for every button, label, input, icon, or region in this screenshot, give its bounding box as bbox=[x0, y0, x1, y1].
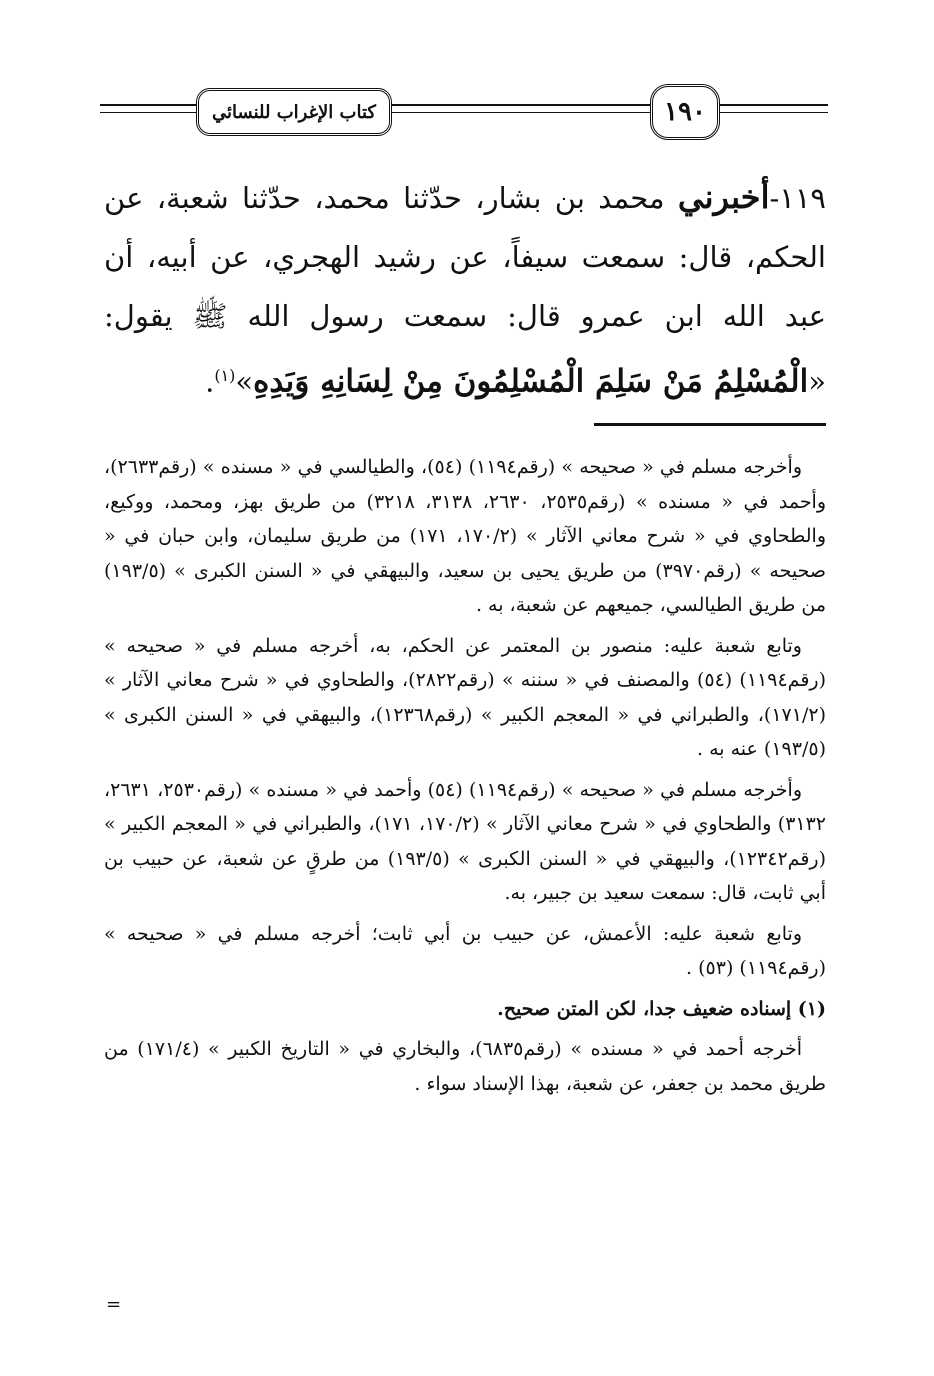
note-paragraph: أخرجه أحمد في « مسنده » (رقم٦٨٣٥)، والبخاري في « التاريخ الكبير » (١٧١/٤) من طريق محمد بن جعفر، عن شعبة، بهذا الإسناد سواء . bbox=[104, 1038, 826, 1095]
footnote-verdict: إسناده ضعيف جدا، لكن المتن صحيح. bbox=[497, 997, 792, 1020]
matn: الْمُسْلِمُ مَنْ سَلِمَ الْمُسْلِمُونَ مِنْ لِسَانِهِ وَيَدِهِ bbox=[253, 363, 809, 400]
book-title: كتاب الإغراب للنسائي bbox=[196, 88, 392, 136]
header-rule-middle-lower bbox=[386, 112, 650, 113]
footnote-reference: (١) bbox=[214, 366, 236, 385]
opening-word: أخبرني bbox=[677, 178, 770, 216]
footnote-heading bbox=[104, 992, 826, 1027]
page-number: ١٩٠ bbox=[650, 84, 720, 140]
header-rule-right-lower bbox=[714, 112, 828, 113]
note-paragraph: وتابع شعبة عليه: الأعمش، عن حبيب بن أبي ثابت؛ أخرجه مسلم في « صحيحه » (رقم١١٩٤) (٥٣) . bbox=[104, 922, 826, 979]
continuation-mark: = bbox=[106, 1294, 122, 1315]
footnote-separator bbox=[594, 423, 826, 426]
header-rule-left bbox=[100, 104, 196, 106]
closing-quote: » bbox=[235, 364, 254, 399]
takhrij-notes bbox=[104, 450, 826, 1107]
header-rule-middle bbox=[386, 104, 650, 106]
header-rule-left-lower bbox=[100, 112, 196, 113]
hadith-number: ١١٩- bbox=[769, 181, 826, 215]
header-rule-right bbox=[714, 104, 828, 106]
note-paragraph: وأخرجه مسلم في « صحيحه » (رقم١١٩٤) (٥٤)، والطيالسي في « مسنده » (رقم٢٦٣٣)، وأحمد في « مسنده » (رقم٢٥٣٥، ٢٦٣٠، ٣١٣٨، ٣٢١٨) من طريق بهز، ومحمد، ووكيع، والطحاوي في « شرح معاني الآثار » (١٧٠/٢، ١٧١) من طريق سليمان، وابن حبان في « صحيحه » (رقم٣٩٧٠) من طريق يحيى بن سعيد، والبيهقي في « السنن الكبرى » (١٩٣/٥) من طريق الطيالسي، جميعهم عن شعبة، به . bbox=[104, 456, 827, 616]
footnote-label: (١) bbox=[797, 997, 826, 1020]
final-period: . bbox=[205, 364, 215, 399]
isnad: محمد بن بشار، حدّثنا محمد، حدّثنا شعبة، عن الحكم، قال: سمعت سيفاً، عن رشيد الهجري، عن أبيه، أن عبد الله ابن عمرو قال: سمعت رسول الله ﷺ يقول: « bbox=[104, 181, 826, 399]
hadith-text bbox=[104, 168, 826, 412]
note-paragraph: وأخرجه مسلم في « صحيحه » (رقم١١٩٤) (٥٤) وأحمد في « مسنده » (رقم٢٥٣٠، ٢٦٣١، ٣١٣٢) والطحاوي في « شرح معاني الآثار » (١٧٠/٢، ١٧١)، والطبراني في « المعجم الكبير » (رقم١٢٣٤٢)، والبيهقي في « السنن الكبرى » (١٩٣/٥) من طرقٍ عن شعبة، عن حبيب بن أبي ثابت، قال: سمعت سعيد بن جبير، به. bbox=[104, 778, 827, 904]
note-paragraph: وتابع شعبة عليه: منصور بن المعتمر عن الحكم، به، أخرجه مسلم في « صحيحه » (رقم١١٩٤) (٥٤) والمصنف في « سننه » (رقم٢٨٢٢)، والطحاوي في « شرح معاني الآثار » (١٧١/٢)، والطبراني في « المعجم الكبير » (رقم١٢٣٦٨)، والبيهقي في « السنن الكبرى » (١٩٣/٥) عنه به . bbox=[104, 634, 826, 760]
